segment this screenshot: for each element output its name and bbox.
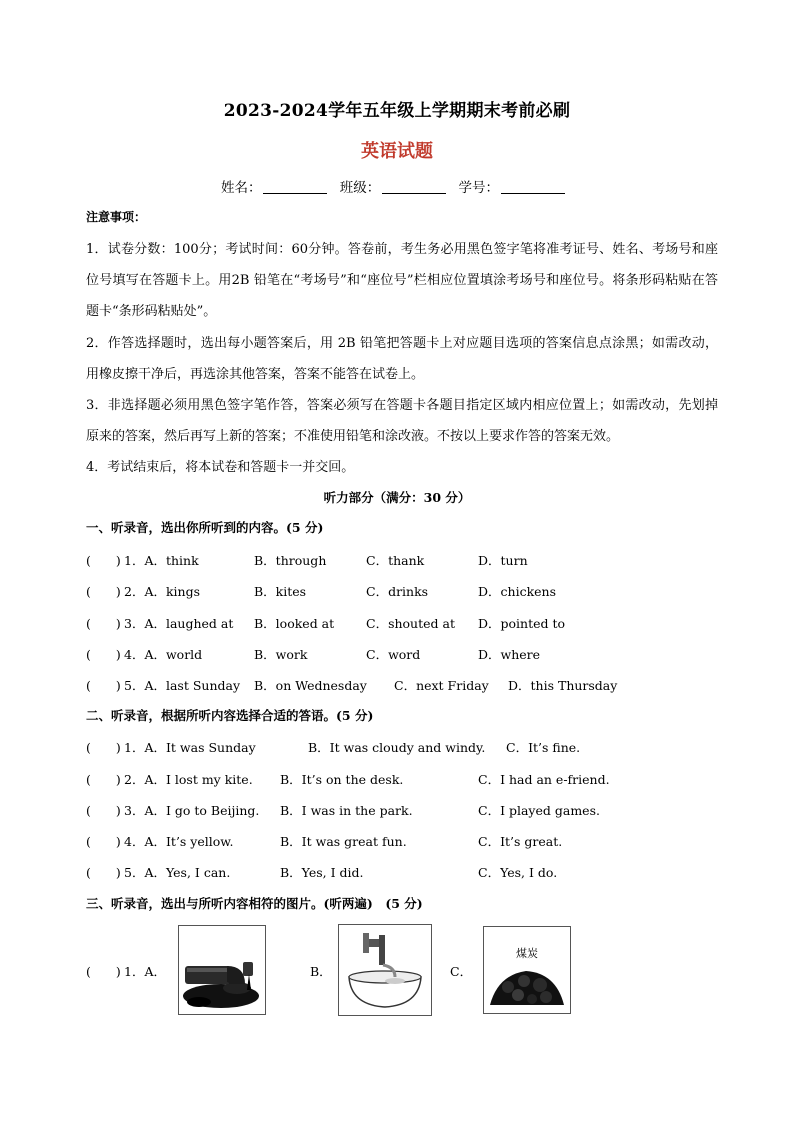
option-b: B．I was in the park. bbox=[280, 803, 413, 818]
option-c: C．It’s fine. bbox=[506, 740, 581, 755]
option-b: B．kites bbox=[254, 584, 307, 599]
option-a: 1．A．think bbox=[124, 553, 199, 568]
option-c: C．It’s great. bbox=[478, 834, 563, 849]
notice-heading: 注意事项： bbox=[86, 210, 147, 224]
section2-title: 二、听录音，根据所听内容选择合适的答语。(5 分) bbox=[86, 708, 374, 723]
option-d: D．where bbox=[478, 647, 541, 662]
notice-item-3: 3．非选择题必须用黑色签字笔作答，答案必须写在答题卡各题目指定区域内相应位置上；如需改动，先划掉原来的答案，然后再写上新的答案；不准使用铅笔和涂改液。不按以上要求作答的答案无效。 bbox=[86, 398, 718, 444]
student-info-line bbox=[0, 176, 794, 196]
oil-pipe-icon bbox=[179, 926, 265, 1014]
answer-paren[interactable]: ( ) bbox=[86, 647, 121, 662]
option-b: B．Yes, I did. bbox=[280, 865, 364, 880]
option-a: 2．A．I lost my kite. bbox=[124, 772, 253, 787]
option-a: 5．A．last Sunday bbox=[124, 678, 241, 693]
picture-oil-pipe[interactable] bbox=[178, 925, 266, 1015]
answer-paren[interactable]: ( ) bbox=[86, 740, 121, 755]
option-b: B．on Wednesday bbox=[254, 678, 367, 693]
option-a: 4．A．It’s yellow. bbox=[124, 834, 234, 849]
answer-paren[interactable]: ( ) bbox=[86, 834, 121, 849]
picture-faucet-sink[interactable] bbox=[338, 924, 432, 1016]
option-b: B．It was great fun. bbox=[280, 834, 407, 849]
option-b: B． bbox=[310, 964, 332, 979]
option-b: B．through bbox=[254, 553, 327, 568]
answer-paren[interactable]: ( ) bbox=[86, 553, 121, 568]
answer-paren[interactable]: ( ) bbox=[86, 803, 121, 818]
answer-paren[interactable]: ( ) bbox=[86, 616, 121, 631]
page-title: 2023-2024学年五年级上学期期末考前必刷 bbox=[223, 101, 571, 121]
option-c: C．Yes, I do. bbox=[478, 865, 558, 880]
option-a: 3．A．I go to Beijing. bbox=[124, 803, 260, 818]
section1-title: 一、听录音，选出你所听到的内容。(5 分) bbox=[86, 520, 324, 535]
option-d: D．turn bbox=[478, 553, 528, 568]
option-a: 2．A．kings bbox=[124, 584, 201, 599]
notice-item-1: 1．试卷分数：100分；考试时间：60分钟。答卷前，考生务必用黑色签字笔将准考证号、姓名、考场号和座位号填写在答题卡上。用2B 铅笔在“考场号”和“座位号”栏相应位置填涂考场号和座位号。将条形码粘贴在答题卡“条形码粘贴处”。 bbox=[86, 242, 718, 319]
option-a: 1．A．It was Sunday bbox=[124, 740, 256, 755]
option-c: C．word bbox=[366, 647, 421, 662]
option-c: C．shouted at bbox=[366, 616, 455, 631]
page-subtitle: 英语试题 bbox=[361, 141, 433, 162]
listening-section-header: 听力部分（满分：30 分） bbox=[323, 490, 471, 505]
picture-coal[interactable] bbox=[483, 926, 571, 1014]
class-label: 班级： bbox=[339, 180, 381, 196]
name-blank[interactable] bbox=[263, 193, 327, 194]
faucet-icon bbox=[339, 925, 431, 1015]
answer-paren[interactable]: ( ) bbox=[86, 678, 121, 693]
option-c: C．next Friday bbox=[394, 678, 489, 693]
option-a: 4．A．world bbox=[124, 647, 203, 662]
option-d: D．this Thursday bbox=[508, 678, 618, 693]
section3-title: 三、听录音，选出与所听内容相符的图片。(听两遍) (5 分) bbox=[86, 896, 423, 911]
option-a: 3．A．laughed at bbox=[124, 616, 234, 631]
notice-item-2: 2．作答选择题时，选出每小题答案后，用 2B 铅笔把答题卡上对应题目选项的答案信息点涂黑；如需改动，用橡皮擦干净后，再选涂其他答案，答案不能答在试卷上。 bbox=[86, 336, 718, 382]
option-c: C．drinks bbox=[366, 584, 429, 599]
option-c: C． bbox=[450, 964, 473, 979]
option-d: D．pointed to bbox=[478, 616, 566, 631]
answer-paren[interactable]: ( ) bbox=[86, 964, 121, 979]
answer-paren[interactable]: ( ) bbox=[86, 584, 121, 599]
option-d: D．chickens bbox=[478, 584, 557, 599]
coal-pile-icon bbox=[484, 927, 570, 1013]
option-b: B．work bbox=[254, 647, 308, 662]
option-a: 5．A．Yes, I can. bbox=[124, 865, 231, 880]
option-c: C．I had an e-friend. bbox=[478, 772, 610, 787]
name-label: 姓名： bbox=[220, 180, 262, 196]
option-b: B．It’s on the desk. bbox=[280, 772, 404, 787]
option-b: B．It was cloudy and windy. bbox=[308, 740, 486, 755]
option-c: C．thank bbox=[366, 553, 425, 568]
notice-item-4: 4．考试结束后，将本试卷和答题卡一并交回。 bbox=[86, 460, 355, 475]
option-c: C．I played games. bbox=[478, 803, 600, 818]
answer-paren[interactable]: ( ) bbox=[86, 772, 121, 787]
coal-label: 煤炭 bbox=[516, 947, 538, 960]
option-a: 1．A． bbox=[124, 964, 166, 979]
id-blank[interactable] bbox=[501, 193, 565, 194]
answer-paren[interactable]: ( ) bbox=[86, 865, 121, 880]
id-label: 学号： bbox=[458, 180, 500, 196]
option-b: B．looked at bbox=[254, 616, 335, 631]
class-blank[interactable] bbox=[382, 193, 446, 194]
